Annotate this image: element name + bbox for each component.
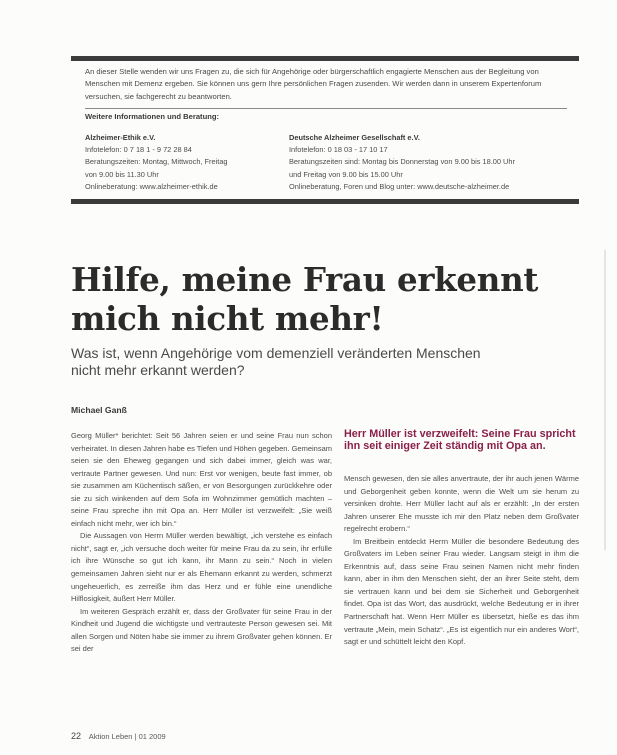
org-left-name: Alzheimer-Ethik e.V. — [85, 133, 156, 142]
page-edge — [604, 250, 606, 550]
publication-name: Aktion Leben | 01 2009 — [88, 732, 166, 741]
org-left-phone: Infotelefon: 0 7 18 1 - 9 72 28 84 — [85, 145, 192, 155]
article-column-left — [71, 430, 332, 656]
org-right-hours2: und Freitag von 9.00 bis 15.00 Uhr — [289, 169, 403, 179]
body-paragraph: Im weiteren Gespräch erzählt er, dass der Großvater für seine Frau in der Kindheit und Jugend die wichtigste und vertrauteste Person gewesen sei. Mit allen Sorgen und Nöten habe sie immer zu ihrem Großvater gehen können. Er sei der — [71, 606, 332, 654]
info-intro: An dieser Stelle wenden wir uns Fragen zu, die sich für Angehörige oder bürgerschaftlich engagierte Menschen aus der Begleitung von Menschen mit Demenz ergeben. Sie können uns gern Ihre persönlichen Fragen zusenden. Wir werden dann in unserem Expertenforum versuchen, sie fachgerecht zu beantworten. — [85, 67, 542, 101]
info-divider — [85, 108, 567, 109]
org-left-hours2: von 9.00 bis 11.30 Uhr — [85, 169, 159, 179]
body-paragraph: Mensch gewesen, den sie alles anvertraute, der ihr auch jenen Wärme und Geborgenheit geben konnte, wenn die Welt um sie herum zu versinken drohte. Herr Müller lacht auf als er erzählt: „In der ersten Jahren unserer Ehe musste ich mir den Platz neben dem Großvater regelrecht erobern.“ — [344, 474, 579, 534]
body-paragraph: Georg Müller* berichtet: Seit 56 Jahren seien er und seine Frau nun schon verheiratet. In diesen Jahren habe es Tiefen und Höhen gegeben. Gemeinsam seien sie den Eheweg gegangen und sich dabei immer, gleich was war, vertraute Partner gewesen. Und nun: Erst vor wenigen, beute fast immer, ob sie zusammen am Küchentisch säßen, er von Besorgungen zurückkehre oder sie zu sich winkenden auf dem Sofa im Wohnzimmer gemütlich machten – seine Frau spreche ihn mit Opa an. Herr Müller ist verzweifelt: „Sie weiß einfach nicht mehr, wer ich bin.“ — [71, 431, 333, 528]
org-deutsche-alzheimer — [289, 132, 579, 193]
org-right-name: Deutsche Alzheimer Gesellschaft e.V. — [289, 133, 420, 142]
org-left-hours1: Beratungszeiten: Montag, Mittwoch, Freitag — [85, 157, 228, 167]
info-box — [71, 56, 579, 204]
article-author: Michael Ganß — [71, 405, 127, 415]
org-alzheimer-ethik — [85, 132, 305, 193]
body-paragraph: Im Breitbein entdeckt Herrn Müller die besondere Bedeutung des Großvaters im Leben seiner Frau wieder. Langsam steigt in ihm die Erkenntnis auf, dass seine Frau seinen Namen nicht mehr finden kann, aber in ihm den Menschen sieht, der an ihrer Seite steht, dem sie vertrauen kann und bei dem sie Sicherheit und Geborgenheit findet. Opa ist das Wort, das ausdrückt, welche Bedeutung er in ihrer Partnerschaft hat. Wenn Herr Müller es übersetzt, hieße es das ihm vertraute „Mein, mein Schatz“. „Es ist eigentlich nur ein anderes Wort“, sagt er und schüttelt leicht den Kopf. — [344, 536, 579, 647]
page-number: 22 — [71, 731, 82, 741]
org-right-hours1: Beratungszeiten sind: Montag bis Donnerstag von 9.00 bis 18.00 Uhr — [289, 157, 515, 167]
org-left-online[interactable]: Onlineberatung: www.alzheimer-ethik.de — [85, 181, 218, 191]
page-footer — [71, 731, 166, 741]
article-headline: Hilfe, meine Frau erkennt mich nicht mehr! — [71, 260, 539, 338]
org-right-online[interactable]: Onlineberatung, Foren und Blog unter: www.deutsche-alzheimer.de — [289, 181, 510, 191]
body-paragraph: Die Aussagen von Herrn Müller werden bewältigt, „ich verstehe es einfach nicht“, sagt er, „ich versuche doch weiter für meine Frau da zu sein, ihr erfülle ich ihre Wünsche so gut ich kann, ihr Mann zu sein.“ Noch in vielen gemeinsamen Jahren sieht nur er als Ehemann erkannt zu werden, schmerzt ungeheuerlich, es zerreiße ihm das Herz und er fühle eine unendliche Hilflosigkeit, äußert Herr Müller. — [71, 531, 332, 604]
article-subhead: Was ist, wenn Angehörige vom demenziell veränderten Menschen nicht mehr erkannt werden? — [71, 345, 481, 378]
info-heading: Weitere Informationen und Beratung: — [85, 111, 220, 121]
pullquote: Herr Müller ist verzweifelt: Seine Frau spricht ihn seit einiger Zeit ständig mit Opa an. — [344, 428, 576, 453]
org-right-phone: Infotelefon: 0 18 03 - 17 10 17 — [289, 145, 388, 155]
article-column-right — [344, 473, 579, 649]
